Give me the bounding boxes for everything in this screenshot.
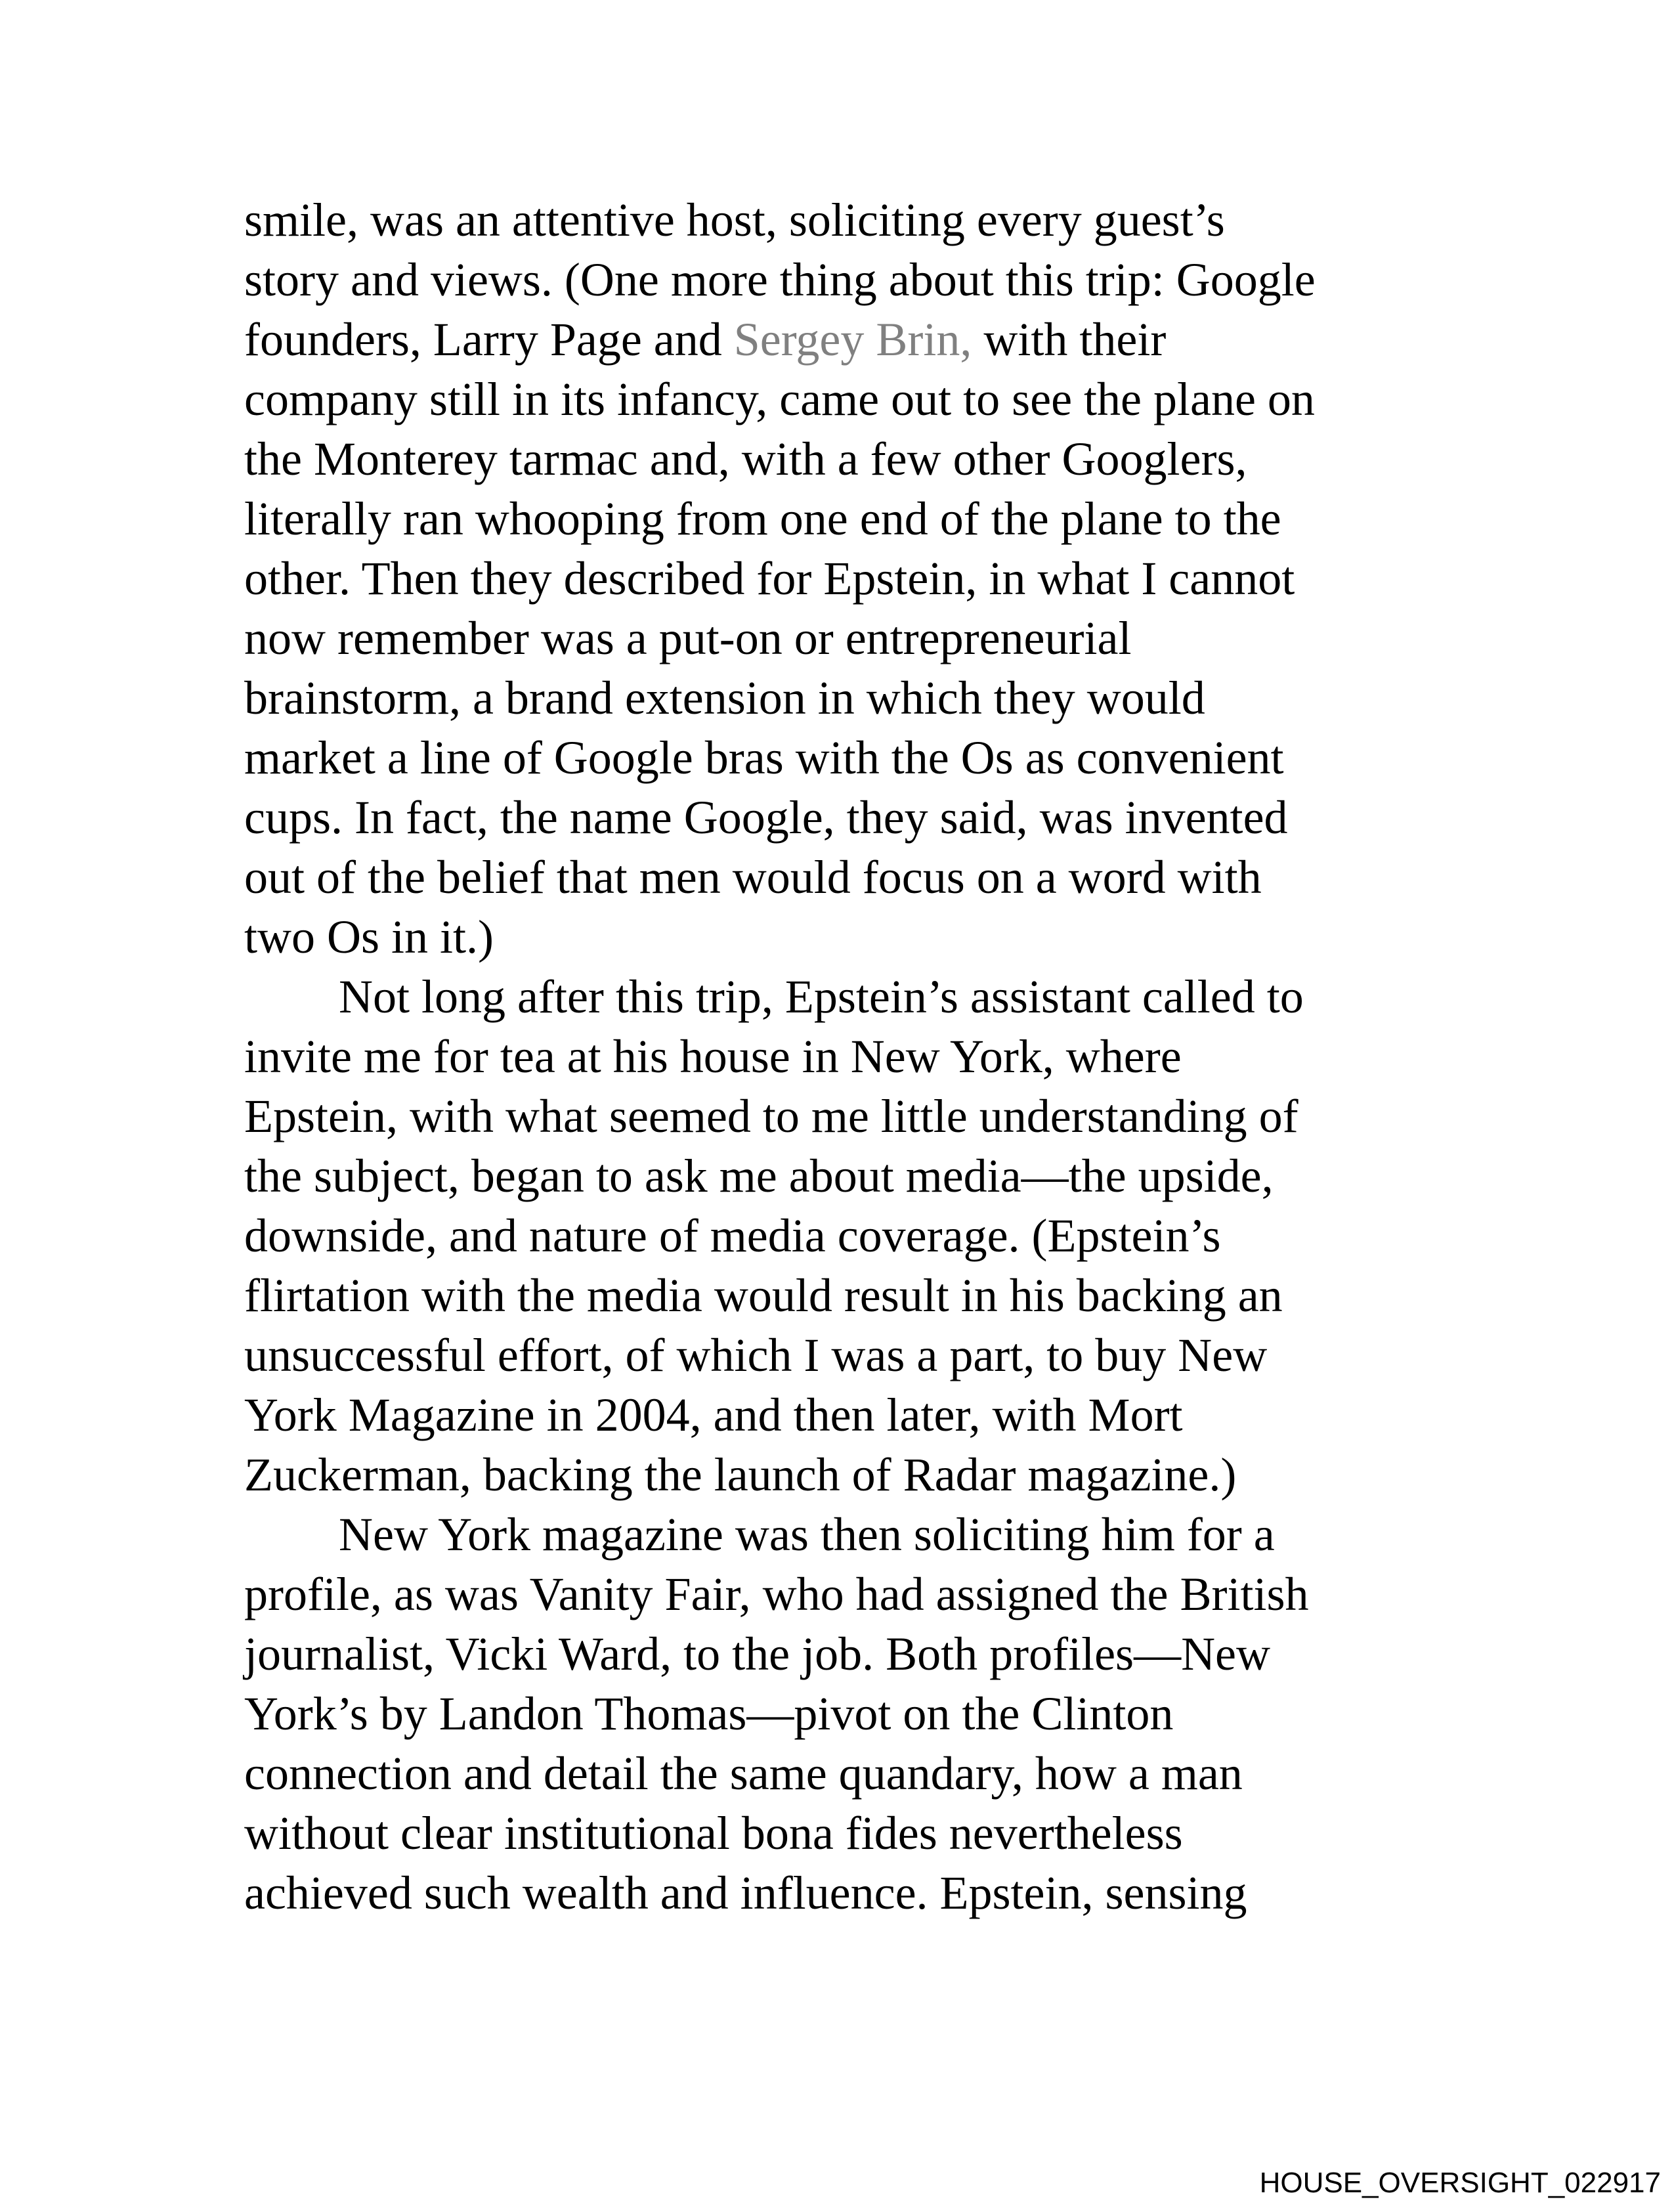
text-segment: founders, Larry Page and (244, 313, 734, 366)
text-line: smile, was an attentive host, soliciting every guest’s (244, 194, 1225, 246)
text-line: out of the belief that men would focus on a word with (244, 851, 1262, 903)
text-line: story and views. (One more thing about this trip: Google (244, 253, 1316, 306)
text-line: cups. In fact, the name Google, they said, was invented (244, 791, 1288, 844)
text-line: flirtation with the media would result in his backing an (244, 1269, 1283, 1322)
text-line (244, 310, 1492, 370)
text-line: invite me for tea at his house in New York, where (244, 1030, 1182, 1083)
text-segment: with their (972, 313, 1167, 366)
text-line: profile, as was Vanity Fair, who had assigned the British (244, 1568, 1309, 1620)
text-line: downside, and nature of media coverage. (Epstein’s (244, 1209, 1221, 1262)
text-line: brainstorm, a brand extension in which they would (244, 672, 1205, 724)
text-line: company still in its infancy, came out to see the plane on (244, 373, 1315, 425)
text-line: unsuccessful effort, of which I was a part, to buy New (244, 1329, 1268, 1381)
text-line: Zuckerman, backing the launch of Radar magazine.) (244, 1448, 1237, 1501)
text-line: the subject, began to ask me about media—the upside, (244, 1150, 1274, 1202)
text-line: York’s by Landon Thomas—pivot on the Clinton (244, 1687, 1174, 1740)
text-line: achieved such wealth and influence. Epstein, sensing (244, 1867, 1247, 1919)
text-line: other. Then they described for Epstein, in what I cannot (244, 552, 1295, 605)
text-line: Not long after this trip, Epstein’s assistant called to (339, 970, 1304, 1023)
bates-stamp: HOUSE_OVERSIGHT_022917 (1259, 2167, 1661, 2199)
text-line: journalist, Vicki Ward, to the job. Both profiles—New (244, 1628, 1271, 1680)
text-line: literally ran whooping from one end of the plane to the (244, 492, 1281, 545)
text-line: connection and detail the same quandary, how a man (244, 1747, 1243, 1800)
text-line: two Os in it.) (244, 911, 494, 963)
text-line: market a line of Google bras with the Os as convenient (244, 731, 1284, 784)
text-line: New York magazine was then soliciting him for a (339, 1508, 1275, 1561)
text-line: without clear institutional bona fides nevertheless (244, 1807, 1183, 1859)
text-line: York Magazine in 2004, and then later, with Mort (244, 1389, 1183, 1441)
text-line: now remember was a put-on or entrepreneurial (244, 612, 1132, 664)
highlighted-name: Sergey Brin, (733, 313, 972, 366)
document-body (244, 190, 1492, 1923)
text-line: the Monterey tarmac and, with a few other Googlers, (244, 433, 1247, 485)
text-line: Epstein, with what seemed to me little understanding of (244, 1090, 1298, 1142)
